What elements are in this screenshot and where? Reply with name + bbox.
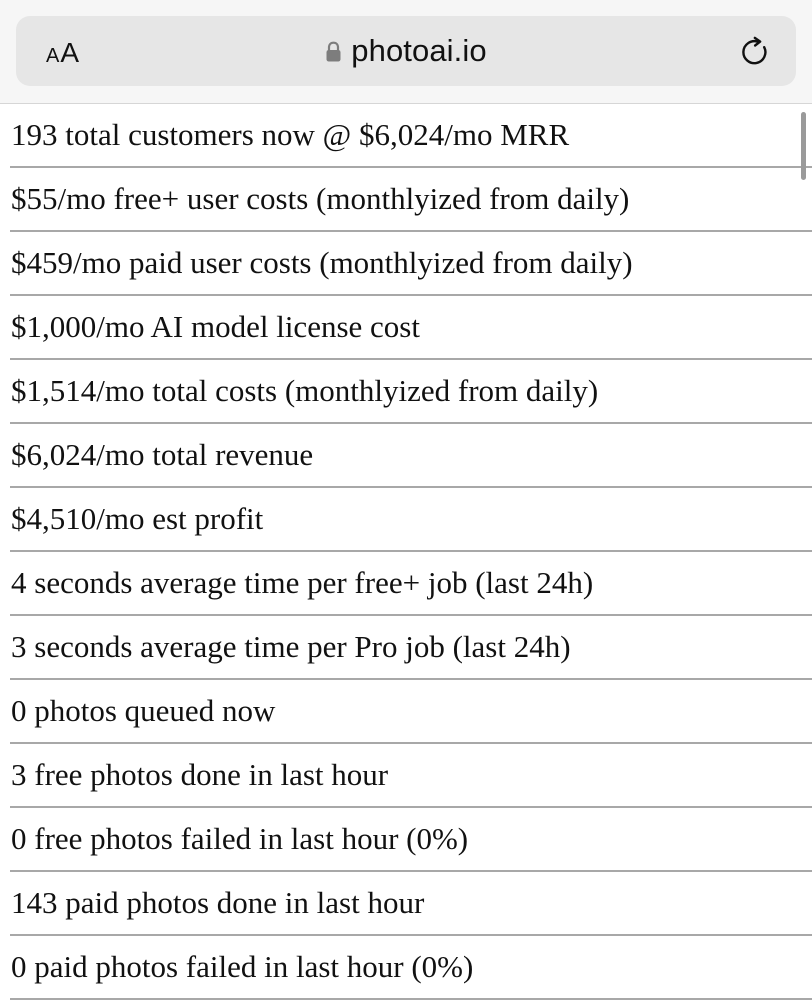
stats-row-text: $459/mo paid user costs (monthlyized from daily) (11, 245, 633, 280)
stats-list (0, 104, 812, 1000)
address-bar[interactable] (16, 16, 796, 86)
vertical-scrollbar[interactable] (801, 112, 806, 180)
lock-icon (325, 41, 342, 63)
text-size-small-letter: A (46, 45, 60, 67)
text-size-button[interactable] (46, 37, 79, 67)
stats-row-text: $4,510/mo est profit (11, 501, 264, 536)
stats-row-text: $1,000/mo AI model license cost (11, 309, 420, 344)
stats-row-text: 0 free photos failed in last hour (0%) (11, 821, 469, 856)
stats-content (0, 104, 812, 1000)
stats-row-text: 4 seconds average time per free+ job (last 24h) (11, 565, 594, 600)
stats-row (10, 872, 812, 936)
domain-text[interactable]: photoai.io (351, 33, 487, 68)
stats-row-text: $1,514/mo total costs (monthlyized from daily) (11, 373, 599, 408)
browser-toolbar (0, 0, 812, 104)
stats-row-text: $55/mo free+ user costs (monthlyized from daily) (11, 181, 630, 216)
stats-row (10, 616, 812, 680)
stats-row (10, 808, 812, 872)
stats-row-text: $6,024/mo total revenue (11, 437, 314, 472)
stats-row (10, 424, 812, 488)
stats-row (10, 360, 812, 424)
stats-row-text: 3 free photos done in last hour (11, 757, 389, 792)
stats-row (10, 232, 812, 296)
stats-row-text: 143 paid photos done in last hour (11, 885, 425, 920)
text-size-large-letter: A (60, 37, 80, 68)
stats-row-text: 193 total customers now @ $6,024/mo MRR (11, 117, 570, 152)
stats-row (10, 296, 812, 360)
stats-row (10, 168, 812, 232)
stats-row (10, 744, 812, 808)
stats-row-text: 0 paid photos failed in last hour (0%) (11, 949, 474, 984)
stats-row-text: 3 seconds average time per Pro job (last 24h) (11, 629, 571, 664)
address-display (16, 16, 796, 86)
stats-row (10, 680, 812, 744)
stats-row (10, 552, 812, 616)
stats-row (10, 936, 812, 1000)
reload-icon[interactable] (738, 35, 772, 69)
stats-row-text: 0 photos queued now (11, 693, 276, 728)
stats-row (10, 104, 812, 168)
stats-row (10, 488, 812, 552)
